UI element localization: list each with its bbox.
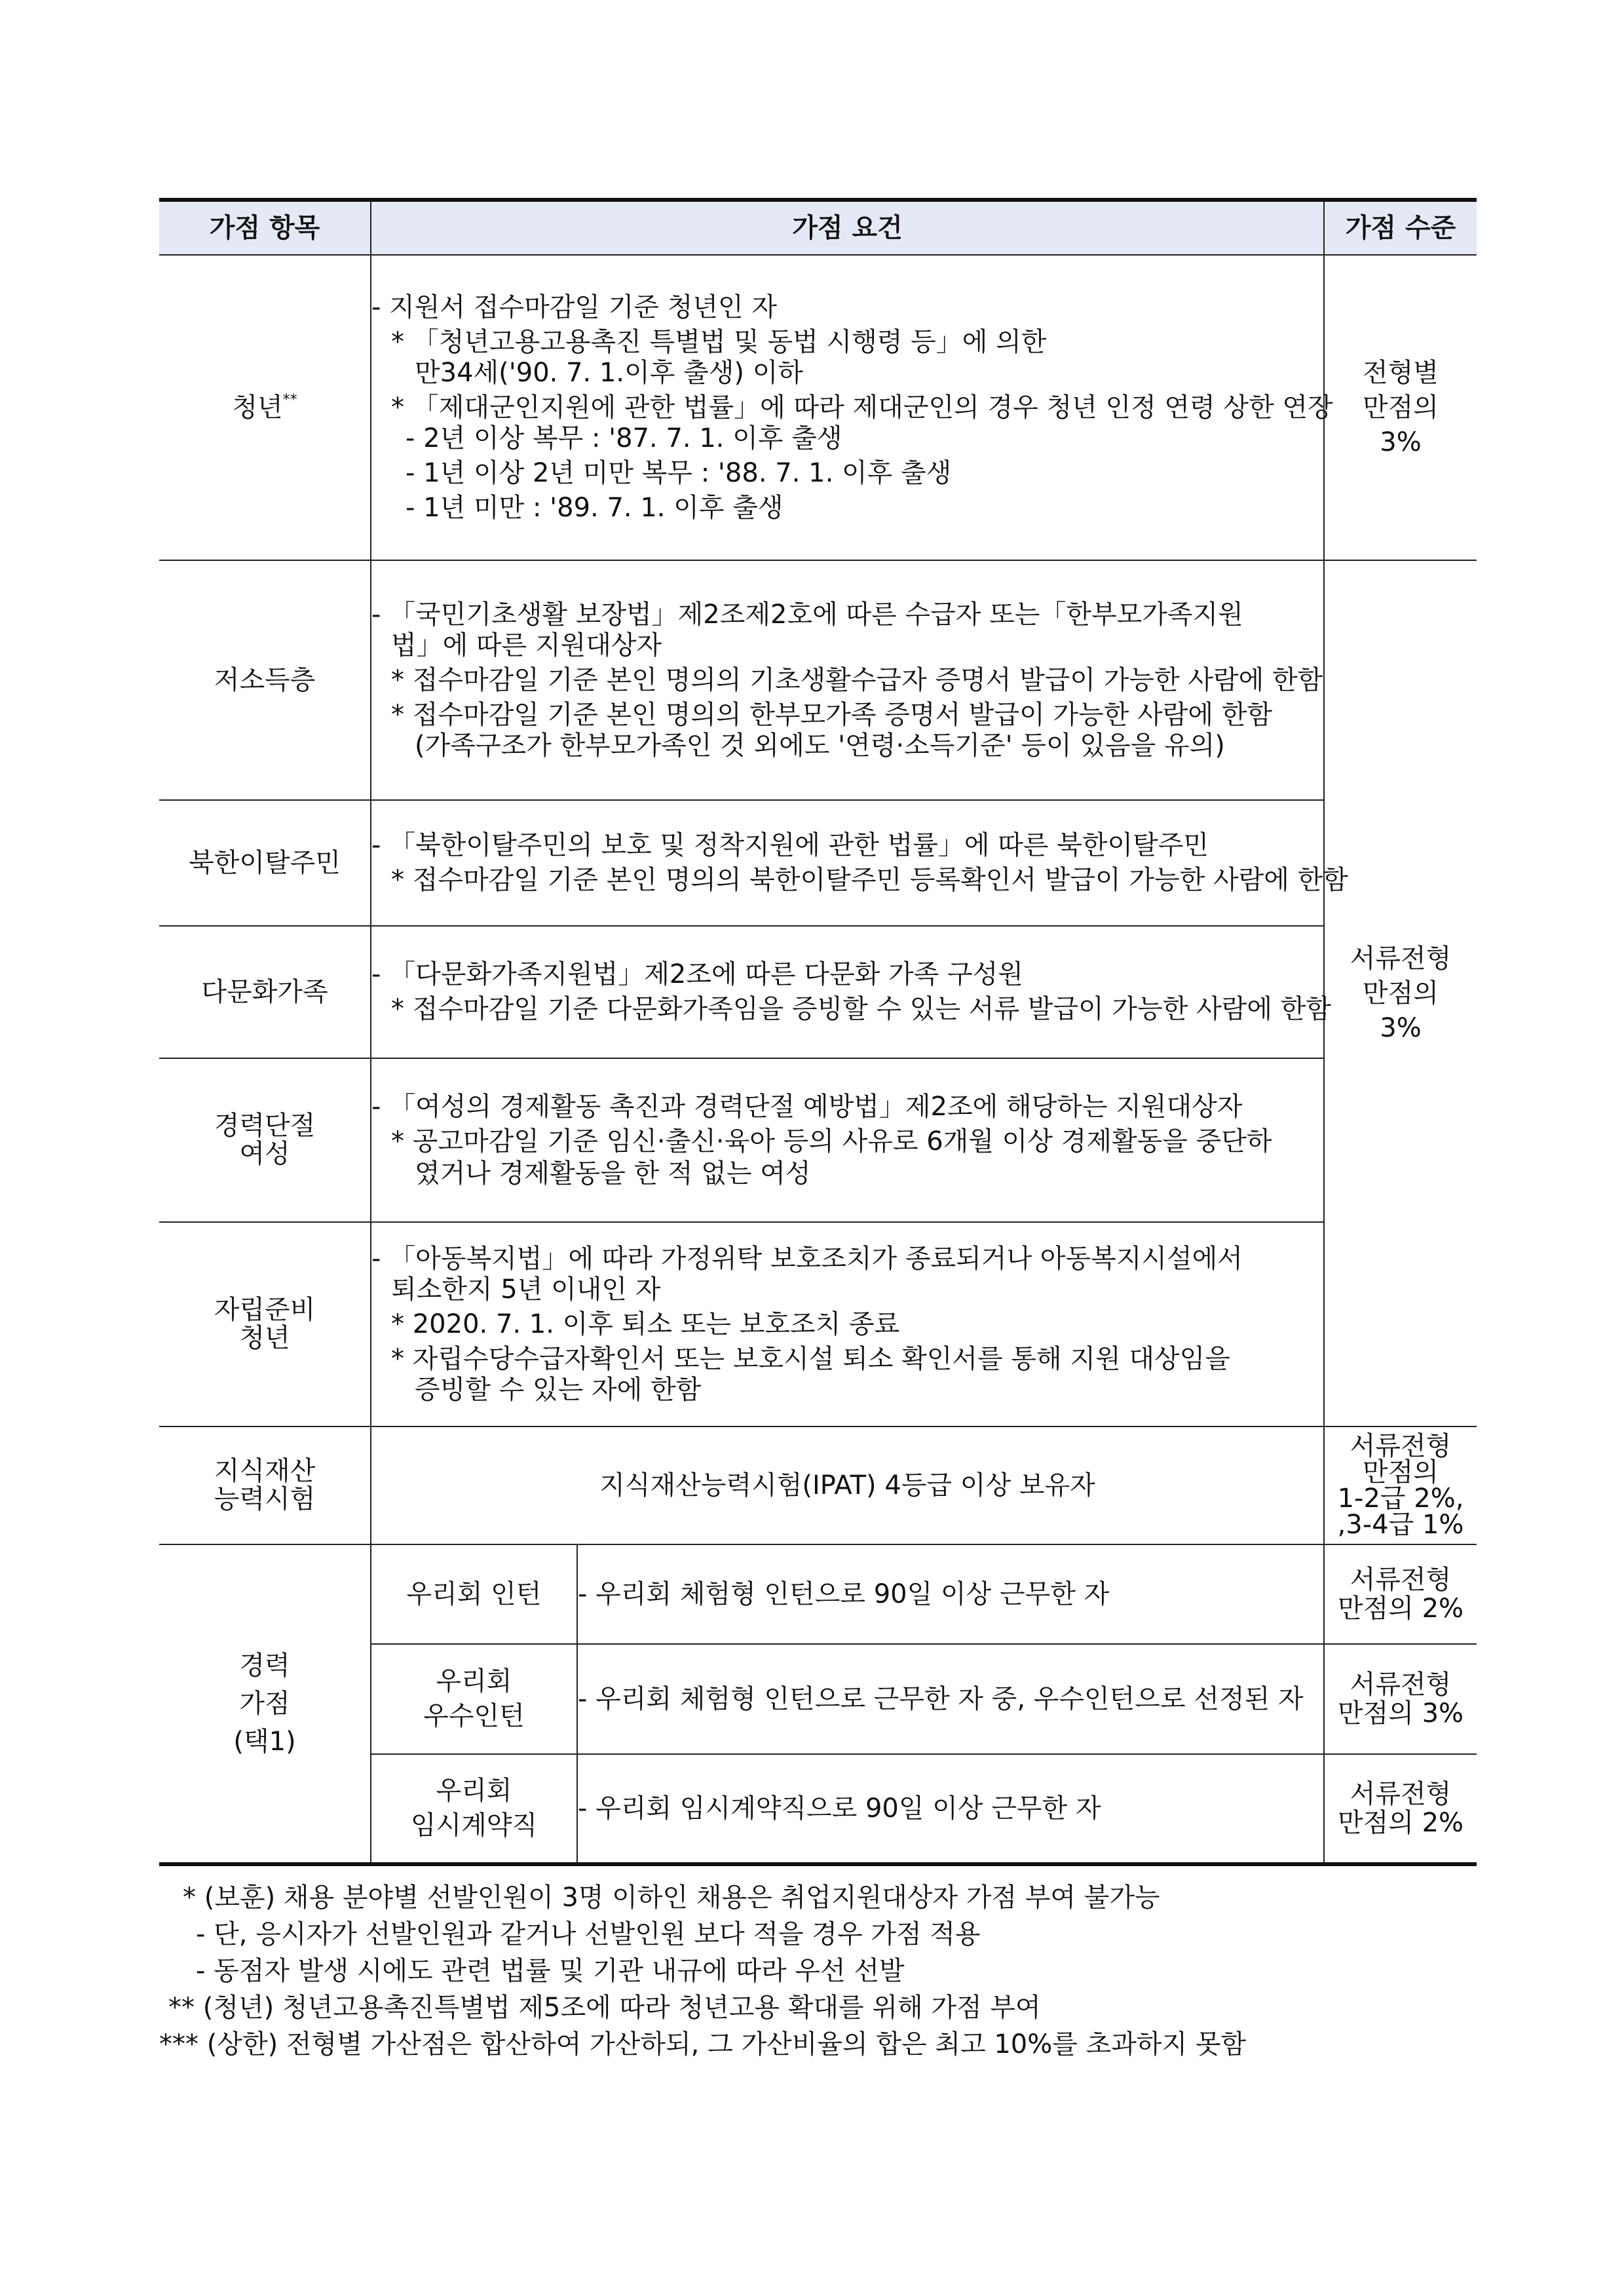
level-ip-test xyxy=(1324,1426,1477,1544)
category-self-reliance xyxy=(159,1222,371,1426)
level-shared xyxy=(1324,560,1477,1426)
requirement-line: 퇴소한지 5년 이내인 자 xyxy=(391,1274,661,1305)
requirement-line: - 「여성의 경제활동 촉진과 경력단절 예방법」제2조에 해당하는 지원대상자 xyxy=(371,1091,1243,1122)
category-low-income: 저소득층 xyxy=(159,560,371,800)
requirement-defector xyxy=(371,800,1348,926)
level-career-intern xyxy=(1324,1544,1477,1644)
category-defector: 북한이탈주민 xyxy=(159,800,371,926)
table-row-defector xyxy=(159,800,1477,926)
level-line: 서류전형 xyxy=(1350,1779,1452,1809)
requirement-youth xyxy=(371,255,1333,560)
table-row-career-break xyxy=(159,1058,1477,1222)
requirement-multicultural xyxy=(371,926,1331,1058)
header-requirement: 가점 요건 xyxy=(371,200,1324,255)
level-line: 서류전형 xyxy=(1350,1670,1452,1700)
requirement-line: - 우리회 체험형 인턴으로 근무한 자 중, 우수인턴으로 선정된 자 xyxy=(578,1683,1304,1714)
requirement-career-intern xyxy=(577,1544,1324,1644)
category-line: 경력단절 xyxy=(214,1111,316,1141)
requirement-self-reliance xyxy=(371,1222,1324,1426)
category-youth-label: 청년 xyxy=(232,392,283,423)
requirement-line: - 「아동복지법」에 따라 가정위탁 보호조치가 종료되거나 아동복지시설에서 xyxy=(371,1243,1243,1274)
level-career-excellent-intern xyxy=(1324,1644,1477,1754)
level-line: 서류전형 xyxy=(1350,943,1452,974)
requirement-low-income xyxy=(371,560,1324,800)
requirement-line: * 접수마감일 기준 본인 명의의 기초생활수급자 증명서 발급이 가능한 사람에 한함 xyxy=(391,664,1323,695)
bonus-points-table xyxy=(159,198,1477,1866)
level-line: 만점의 2% xyxy=(1337,1808,1464,1838)
requirement-line: * 「제대군인지원에 관한 법률」에 따라 제대군인의 경우 청년 인정 연령 상한 연장 xyxy=(391,392,1333,423)
category-ip-test xyxy=(159,1426,371,1544)
level-line: 만점의 3% xyxy=(1337,1698,1464,1729)
category-career-break xyxy=(159,1058,371,1222)
footnote-veterans-sub: - 단, 응시자가 선발인원과 같거나 선발인원 보다 적을 경우 가점 적용 xyxy=(196,1919,981,1949)
requirement-line: * 「청년고용고용촉진 특별법 및 동법 시행령 등」에 의한 xyxy=(391,326,1047,357)
bonus-points-sheet xyxy=(159,198,1477,1866)
footnote-cap: *** (상한) 전형별 가산점은 합산하여 가산하되, 그 가산비율의 합은 최고 10%를 초과하지 못함 xyxy=(159,2029,1247,2059)
requirement-career-break xyxy=(371,1058,1324,1222)
level-line: 전형별 xyxy=(1363,357,1439,388)
table-row-youth xyxy=(159,255,1477,560)
level-line: 서류전형 xyxy=(1350,1431,1452,1461)
requirement-career-excellent-intern xyxy=(577,1644,1324,1754)
level-line: 만점의 xyxy=(1363,1457,1439,1487)
requirement-line: 였거나 경제활동을 한 적 없는 여성 xyxy=(415,1158,811,1189)
requirement-line: - 1년 이상 2년 미만 복무 : '88. 7. 1. 이후 출생 xyxy=(406,457,952,488)
category-line: 지식재산 xyxy=(214,1456,316,1486)
requirement-line: - 「국민기초생활 보장법」제2조제2호에 따른 수급자 또는「한부모가족지원 xyxy=(371,599,1243,630)
requirement-line: - 「북한이탈주민의 보호 및 정착지원에 관한 법률」에 따른 북한이탈주민 xyxy=(371,830,1209,860)
requirement-line: - 「다문화가족지원법」제2조에 따른 다문화 가족 구성원 xyxy=(371,959,1023,989)
header-level: 가점 수준 xyxy=(1324,200,1477,255)
level-career-temporary xyxy=(1324,1754,1477,1864)
requirement-line: - 2년 이상 복무 : '87. 7. 1. 이후 출생 xyxy=(406,423,842,453)
sub-line: 우리회 xyxy=(436,1776,512,1806)
requirement-line: 만34세('90. 7. 1.이후 출생) 이하 xyxy=(415,357,804,388)
table-row-self-reliance xyxy=(159,1222,1477,1426)
footnote-youth: ** (청년) 청년고용촉진특별법 제5조에 따라 청년고용 확대를 위해 가점 부여 xyxy=(168,1993,1041,2023)
category-line: 청년 xyxy=(239,1323,290,1353)
requirement-line: * 접수마감일 기준 본인 명의의 한부모가족 증명서 발급이 가능한 사람에 한함 xyxy=(391,699,1272,730)
category-line: 자립준비 xyxy=(214,1295,316,1325)
category-line: 여성 xyxy=(239,1139,290,1169)
category-multicultural: 다문화가족 xyxy=(159,926,371,1058)
requirement-line: - 우리회 체험형 인턴으로 90일 이상 근무한 자 xyxy=(578,1578,1110,1609)
header-item: 가점 항목 xyxy=(159,200,371,255)
requirement-ip-test xyxy=(371,1426,1324,1544)
level-line: 만점의 xyxy=(1363,392,1439,423)
sub-line: 우리회 xyxy=(436,1666,512,1696)
table-row-career-intern xyxy=(159,1544,1477,1644)
sub-line: 임시계약직 xyxy=(410,1810,538,1841)
category-line: 능력시험 xyxy=(214,1484,316,1514)
level-line: 만점의 xyxy=(1363,978,1439,1008)
table-row-ip-test xyxy=(159,1426,1477,1544)
category-career-bonus xyxy=(159,1544,371,1864)
level-line: 3% xyxy=(1380,1012,1422,1043)
category-youth xyxy=(159,255,371,560)
sub-line: 우수인턴 xyxy=(423,1701,525,1731)
sub-line: 우리회 인턴 xyxy=(406,1578,542,1609)
requirement-line: (가족구조가 한부모가족인 것 외에도 '연령·소득기준' 등이 있음을 유의) xyxy=(415,730,1225,761)
requirement-line: - 1년 미만 : '89. 7. 1. 이후 출생 xyxy=(406,492,784,523)
level-line: 만점의 2% xyxy=(1337,1594,1464,1624)
level-line: 서류전형 xyxy=(1350,1565,1452,1595)
category-line: (택1) xyxy=(233,1727,296,1757)
career-sub-temporary xyxy=(371,1754,577,1864)
requirement-career-temporary xyxy=(577,1754,1324,1864)
requirement-line: - 지원서 접수마감일 기준 청년인 자 xyxy=(371,292,777,322)
requirement-line: - 우리회 임시계약직으로 90일 이상 근무한 자 xyxy=(578,1793,1101,1824)
youth-marker: ** xyxy=(282,391,297,408)
table-row-low-income xyxy=(159,560,1477,800)
level-line: 3% xyxy=(1380,427,1422,457)
category-line: 가점 xyxy=(239,1689,290,1719)
requirement-line: * 접수마감일 기준 다문화가족임을 증빙할 수 있는 서류 발급이 가능한 사람에 한함 xyxy=(391,994,1331,1024)
requirement-line: * 접수마감일 기준 본인 명의의 북한이탈주민 등록확인서 발급이 가능한 사람에 한함 xyxy=(391,865,1348,895)
footnote-veterans-sub: - 동점자 발생 시에도 관련 법률 및 기관 내규에 따라 우선 선발 xyxy=(196,1956,905,1986)
level-line: ,3-4급 1% xyxy=(1337,1510,1464,1540)
level-line: 1-2급 2%, xyxy=(1337,1483,1464,1514)
table-header-row xyxy=(159,200,1477,255)
table-row-multicultural xyxy=(159,926,1477,1058)
footnote-veterans: * (보훈) 채용 분야별 선발인원이 3명 이하인 채용은 취업지원대상자 가점 부여 불가능 xyxy=(183,1883,1160,1913)
footnotes xyxy=(159,1879,1477,2063)
career-sub-intern xyxy=(371,1544,577,1644)
requirement-line: * 공고마감일 기준 임신·출신·육아 등의 사유로 6개월 이상 경제활동을 중단하 xyxy=(391,1126,1272,1157)
requirement-line: 증빙할 수 있는 자에 한함 xyxy=(415,1374,702,1405)
career-sub-excellent-intern xyxy=(371,1644,577,1754)
requirement-line: 법」에 따른 지원대상자 xyxy=(391,630,662,660)
requirement-line: 지식재산능력시험(IPAT) 4등급 이상 보유자 xyxy=(599,1470,1095,1501)
requirement-line: * 2020. 7. 1. 이후 퇴소 또는 보호조치 종료 xyxy=(391,1309,900,1339)
requirement-line: * 자립수당수급자확인서 또는 보호시설 퇴소 확인서를 통해 지원 대상임을 xyxy=(391,1343,1230,1374)
level-youth xyxy=(1324,255,1477,560)
category-line: 경력 xyxy=(239,1651,290,1681)
